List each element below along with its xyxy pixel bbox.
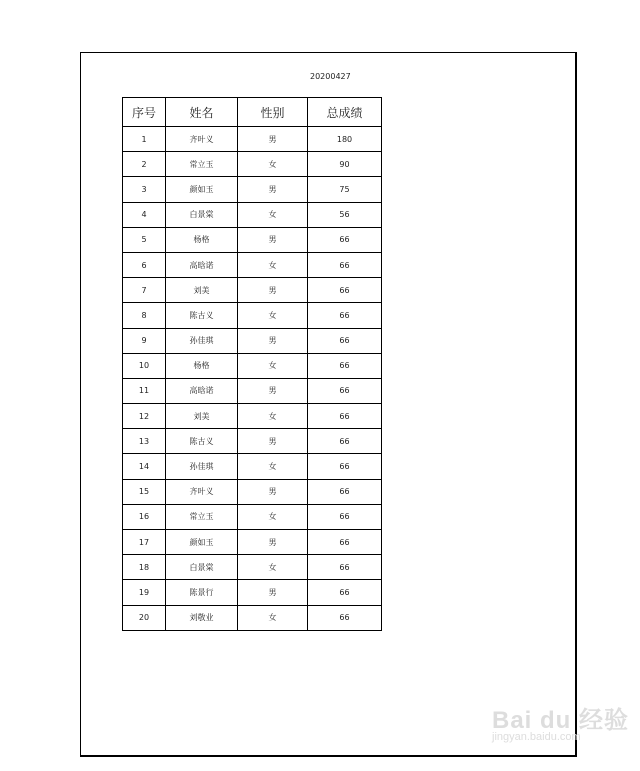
cell-index: 17 [123,530,166,555]
cell-score: 66 [308,454,382,479]
table-row [123,303,382,328]
cell-name: 颜如玉 [166,530,238,555]
cell-score: 66 [308,605,382,630]
cell-gender: 男 [238,127,308,152]
cell-gender: 女 [238,504,308,529]
table-row [123,252,382,277]
table-row [123,328,382,353]
table-row [123,177,382,202]
cell-gender: 女 [238,202,308,227]
cell-name: 孙佳琪 [166,328,238,353]
cell-score: 66 [308,353,382,378]
cell-index: 5 [123,227,166,252]
cell-index: 1 [123,127,166,152]
table-row [123,454,382,479]
header-total-score: 总成绩 [308,98,382,127]
cell-gender: 女 [238,252,308,277]
cell-gender: 男 [238,177,308,202]
cell-gender: 女 [238,303,308,328]
table-row [123,202,382,227]
cell-gender: 男 [238,530,308,555]
cell-name: 高晗诺 [166,252,238,277]
baidu-watermark [492,700,629,743]
cell-gender: 男 [238,580,308,605]
cell-score: 66 [308,227,382,252]
cell-score: 75 [308,177,382,202]
header-gender: 性别 [238,98,308,127]
cell-gender: 女 [238,152,308,177]
cell-index: 14 [123,454,166,479]
cell-score: 66 [308,278,382,303]
cell-index: 3 [123,177,166,202]
table-row [123,152,382,177]
cell-name: 陈景行 [166,580,238,605]
date-label: 20200427 [310,72,351,81]
cell-index: 11 [123,378,166,403]
table-row [123,227,382,252]
cell-name: 常立玉 [166,152,238,177]
cell-name: 齐叶义 [166,479,238,504]
cell-index: 13 [123,429,166,454]
cell-gender: 男 [238,328,308,353]
cell-name: 杨格 [166,353,238,378]
cell-name: 孙佳琪 [166,454,238,479]
cell-index: 8 [123,303,166,328]
table-row [123,278,382,303]
cell-gender: 男 [238,479,308,504]
cell-score: 56 [308,202,382,227]
cell-index: 2 [123,152,166,177]
cell-score: 66 [308,530,382,555]
cell-gender: 男 [238,429,308,454]
cell-score: 66 [308,429,382,454]
cell-name: 高晗诺 [166,378,238,403]
cell-name: 白景棠 [166,202,238,227]
cell-score: 66 [308,252,382,277]
cell-score: 66 [308,378,382,403]
cell-name: 刘美 [166,278,238,303]
cell-name: 刘敬业 [166,605,238,630]
cell-name: 常立玉 [166,504,238,529]
table-row [123,404,382,429]
cell-gender: 女 [238,353,308,378]
table-row [123,530,382,555]
cell-index: 12 [123,404,166,429]
watermark-brand: Bai du 经验 [492,707,630,734]
cell-index: 16 [123,504,166,529]
header-name: 姓名 [166,98,238,127]
cell-name: 陈古义 [166,429,238,454]
cell-index: 10 [123,353,166,378]
table-row [123,555,382,580]
cell-gender: 男 [238,278,308,303]
cell-score: 66 [308,303,382,328]
table-row [123,479,382,504]
cell-name: 杨格 [166,227,238,252]
table-row [123,580,382,605]
score-table [122,97,382,631]
cell-index: 4 [123,202,166,227]
cell-index: 15 [123,479,166,504]
cell-name: 刘美 [166,404,238,429]
cell-score: 66 [308,328,382,353]
cell-gender: 男 [238,227,308,252]
cell-score: 90 [308,152,382,177]
cell-score: 66 [308,404,382,429]
cell-score: 180 [308,127,382,152]
cell-gender: 女 [238,555,308,580]
header-index: 序号 [123,98,166,127]
cell-score: 66 [308,555,382,580]
table-header-row [123,98,382,127]
cell-index: 6 [123,252,166,277]
table-row [123,504,382,529]
cell-name: 白景棠 [166,555,238,580]
cell-name: 颜如玉 [166,177,238,202]
cell-gender: 男 [238,378,308,403]
watermark-url: jingyan.baidu.com [492,731,581,743]
cell-gender: 女 [238,605,308,630]
cell-gender: 女 [238,404,308,429]
table-row [123,353,382,378]
cell-index: 18 [123,555,166,580]
table-row [123,378,382,403]
table-row [123,605,382,630]
cell-index: 7 [123,278,166,303]
table-row [123,127,382,152]
cell-score: 66 [308,504,382,529]
cell-gender: 女 [238,454,308,479]
cell-score: 66 [308,580,382,605]
cell-index: 9 [123,328,166,353]
cell-index: 19 [123,580,166,605]
cell-name: 陈古义 [166,303,238,328]
table-row [123,429,382,454]
cell-name: 齐叶义 [166,127,238,152]
cell-index: 20 [123,605,166,630]
cell-score: 66 [308,479,382,504]
